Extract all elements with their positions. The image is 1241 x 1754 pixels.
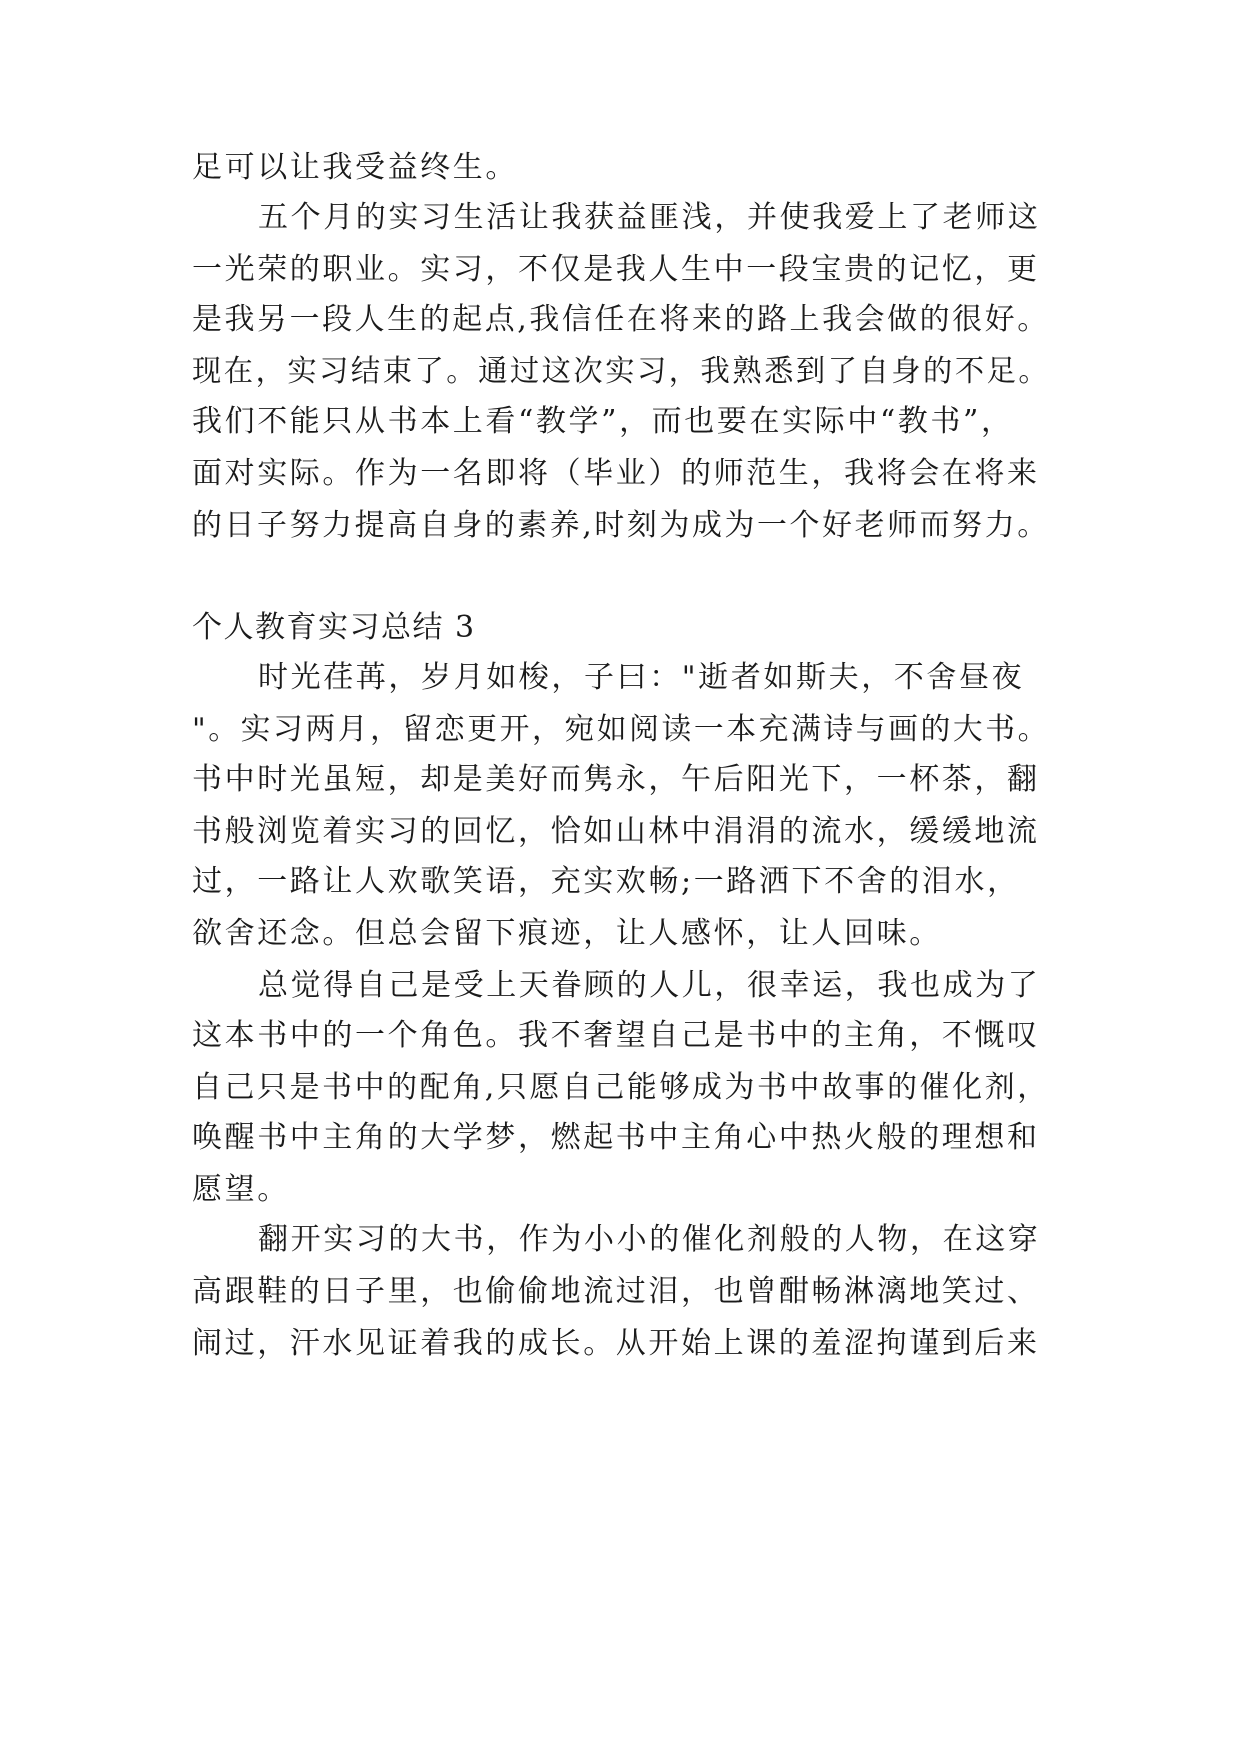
paragraph-first-line: 翻开实习的大书，作为小小的催化剂般的人物，在这穿 bbox=[258, 1222, 1041, 1257]
text-line: 书中时光虽短，却是美好而隽永，午后阳光下，一杯茶，翻 bbox=[192, 762, 1040, 797]
text-line: 的日子努力提高自身的素养,时刻为成为一个好老师而努力。 bbox=[192, 508, 1050, 543]
text-line: 过，一路让人欢歌笑语，充实欢畅;一路洒下不舍的泪水， bbox=[192, 864, 1020, 899]
text-line: 是我另一段人生的起点,我信任在将来的路上我会做的很好。 bbox=[192, 302, 1050, 337]
text-line: 高跟鞋的日子里，也偷偷地流过泪，也曾酣畅淋漓地笑过、 bbox=[192, 1274, 1040, 1309]
text-line: 面对实际。作为一名即将（毕业）的师范生，我将会在将来 bbox=[192, 456, 1040, 491]
text-line: 愿望。 bbox=[192, 1172, 290, 1207]
text-line: 自己只是书中的配角,只愿自己能够成为书中故事的催化剂， bbox=[192, 1070, 1050, 1105]
paragraph-first-line: 总觉得自己是受上天眷顾的人儿，很幸运，我也成为了 bbox=[258, 968, 1041, 1003]
text-line: 现在，实习结束了。通过这次实习，我熟悉到了自身的不足。 bbox=[192, 354, 1051, 389]
text-line: 我们不能只从书本上看“教学”，而也要在实际中“教书”， bbox=[192, 404, 1014, 439]
text-line: 这本书中的一个角色。我不奢望自己是书中的主角，不慨叹 bbox=[192, 1018, 1040, 1053]
text-line: 闹过，汗水见证着我的成长。从开始上课的羞涩拘谨到后来 bbox=[192, 1326, 1040, 1361]
text-line: 足可以让我受益终生。 bbox=[192, 150, 518, 185]
text-line: 书般浏览着实习的回忆，恰如山林中涓涓的流水，缓缓地流 bbox=[192, 814, 1040, 849]
paragraph-first-line: 五个月的实习生活让我获益匪浅，并使我爱上了老师这 bbox=[258, 200, 1041, 235]
text-line: "。实习两月，留恋更开，宛如阅读一本充满诗与画的大书。 bbox=[192, 712, 1051, 747]
text-line: 一光荣的职业。实习，不仅是我人生中一段宝贵的记忆，更 bbox=[192, 252, 1040, 287]
text-line: 唤醒书中主角的大学梦，燃起书中主角心中热火般的理想和 bbox=[192, 1120, 1040, 1155]
paragraph-first-line: 时光荏苒，岁月如梭，子曰："逝者如斯夫，不舍昼夜 bbox=[258, 660, 1025, 695]
section-heading: 个人教育实习总结 3 bbox=[192, 610, 476, 645]
text-line: 欲舍还念。但总会留下痕迹，让人感怀，让人回味。 bbox=[192, 916, 942, 951]
